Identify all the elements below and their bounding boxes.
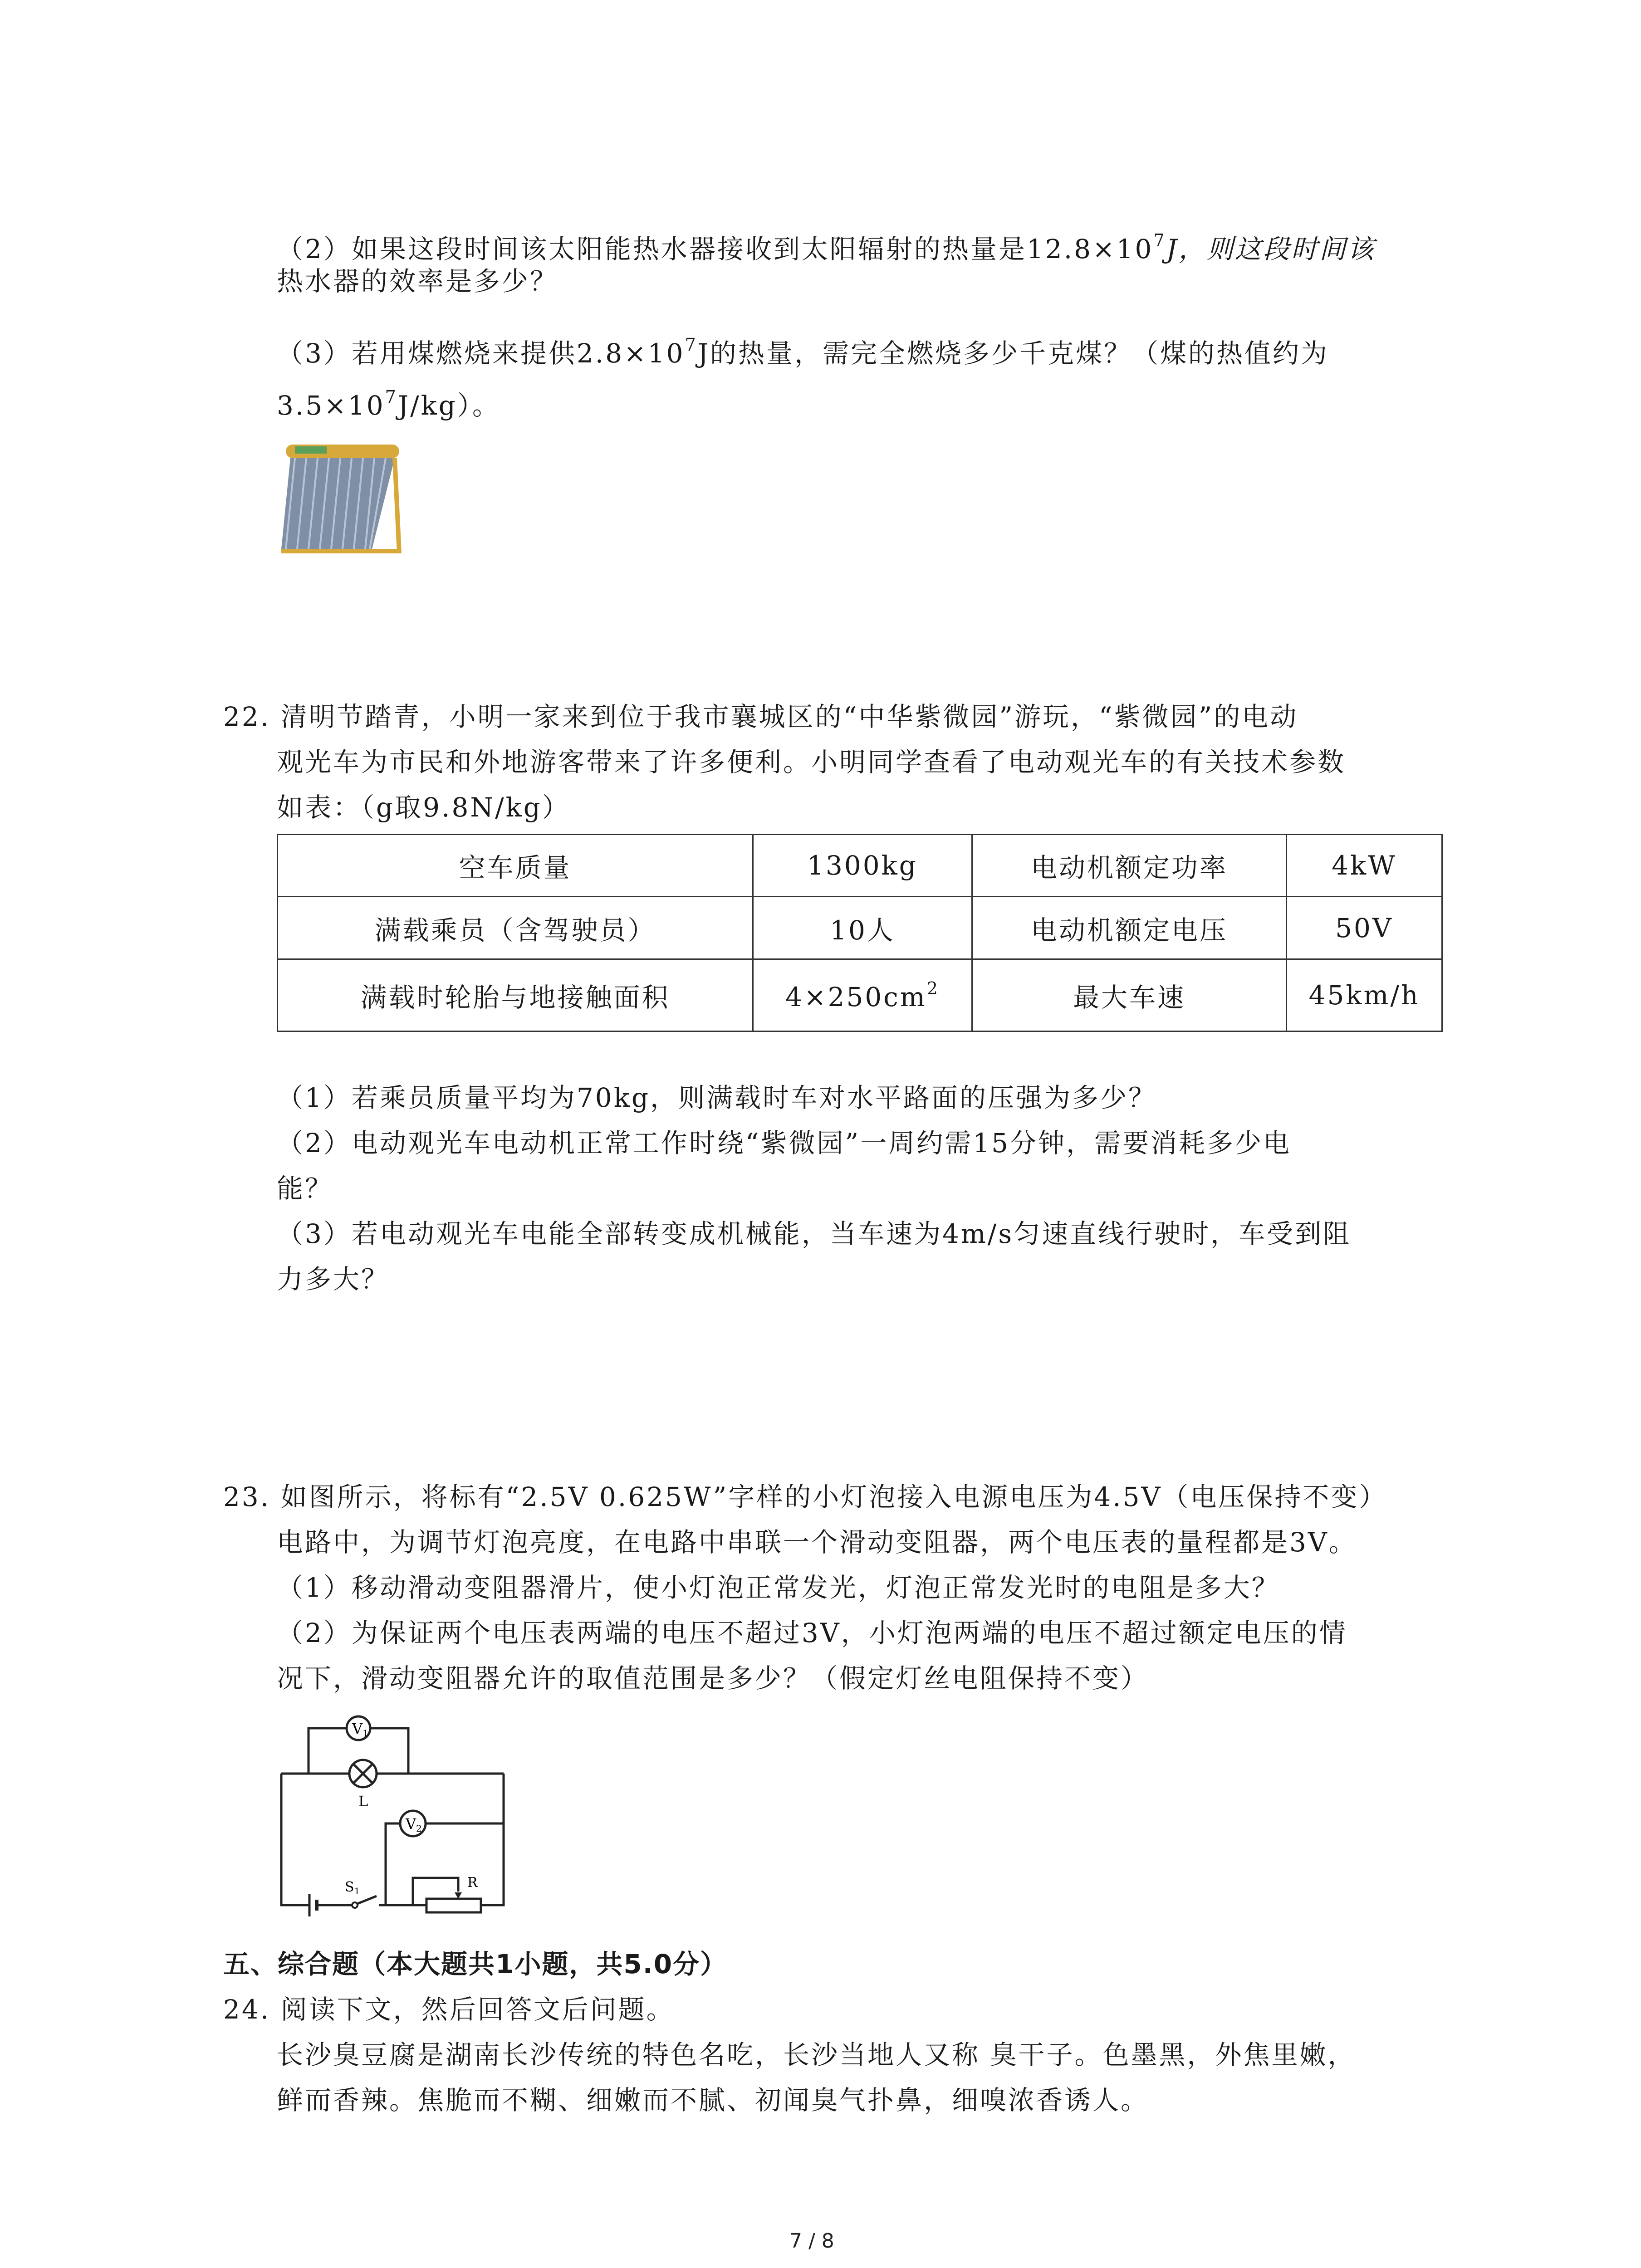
switch-pivot bbox=[352, 1902, 358, 1908]
table-cell: 电动机额定功率 bbox=[972, 835, 1287, 897]
switch-label: $S_1$ bbox=[345, 1879, 360, 1897]
table-cell: 最大车速 bbox=[972, 959, 1287, 1031]
q22-sub3-line1: （3）若电动观光车电能全部转变成机械能，当车速为4m/s匀速直线行驶时，车受到阻 bbox=[277, 1218, 1352, 1249]
circuit-diagram bbox=[277, 1706, 531, 1923]
q23-stem-line1: 23. 如图所示，将标有“2.5V 0.625W”字样的小灯泡接入电源电压为4.5V（电压保持不变） bbox=[223, 1481, 1387, 1512]
v1-label: V1 bbox=[352, 1720, 368, 1739]
table-cell: 空车质量 bbox=[278, 835, 753, 897]
q22-sub2-line2: 能？ bbox=[277, 1173, 333, 1204]
rheostat-label: R bbox=[467, 1875, 478, 1891]
table-cell: 10人 bbox=[753, 897, 972, 959]
q23-sub2-line1: （2）为保证两个电压表两端的电压不超过3V，小灯泡两端的电压不超过额定电压的情 bbox=[277, 1618, 1347, 1648]
v2-label: V2 bbox=[406, 1815, 422, 1834]
q22-stem-line1: 22. 清明节踏青，小明一家来到位于我市襄城区的“中华紫微园”游玩，“紫微园”的电动 bbox=[223, 701, 1298, 732]
wire bbox=[426, 1774, 504, 1905]
table-cell: 满载乘员（含驾驶员） bbox=[278, 897, 753, 959]
q21-part2-line2: 热水器的效率是多少？ bbox=[277, 266, 558, 297]
q24-line2: 长沙臭豆腐是湖南长沙传统的特色名吃，长沙当地人又称 臭干子。色墨黑，外焦里嫩， bbox=[277, 2039, 1356, 2070]
q22-parameter-table bbox=[277, 834, 1443, 1032]
q22-sub3-line2: 力多大？ bbox=[277, 1264, 390, 1295]
v2-wire bbox=[386, 1823, 399, 1905]
solar-water-heater-image bbox=[277, 426, 404, 558]
q22-sub2-line1: （2）电动观光车电动机正常工作时绕“紫微园”一周约需15分钟，需要消耗多少电 bbox=[277, 1128, 1292, 1158]
q22-stem-line3: 如表：（g取9.8N/kg） bbox=[277, 792, 570, 823]
q23-stem-line2: 电路中，为调节灯泡亮度，在电路中串联一个滑动变阻器，两个电压表的量程都是3V。 bbox=[277, 1527, 1357, 1558]
q22-stem-line2: 观光车为市民和外地游客带来了许多便利。小明同学查看了电动观光车的有关技术参数 bbox=[277, 747, 1346, 777]
table-cell: 4kW bbox=[1287, 835, 1442, 897]
table-cell: 1300kg bbox=[753, 835, 972, 897]
table-cell: 电动机额定电压 bbox=[972, 897, 1287, 959]
q21-part3-line1: （3）若用煤燃烧来提供$2.8\times 10^7J$的热量，需完全燃烧多少千克煤？（煤的热值约为 bbox=[277, 335, 1329, 369]
q23-sub2-line2: 况下，滑动变阻器允许的取值范围是多少？（假定灯丝电阻保持不变） bbox=[277, 1663, 1149, 1694]
q24-line3: 鲜而香辣。焦脆而不糊、细嫩而不腻、初闻臭气扑鼻，细嗅浓香诱人。 bbox=[277, 2085, 1149, 2116]
table-row bbox=[278, 835, 1442, 897]
q21-part3-line2: $3.5\times 10^7J/kg$）。 bbox=[277, 387, 500, 421]
page-number: 7 / 8 bbox=[789, 2229, 834, 2253]
heater-frame bbox=[395, 458, 399, 553]
section-heading: 五、综合题（本大题共1小题，共5.0分） bbox=[223, 1949, 728, 1980]
wire bbox=[281, 1774, 309, 1905]
q24-line1: 24. 阅读下文，然后回答文后问题。 bbox=[223, 1994, 675, 2025]
table-cell: $4\times 250cm^2$ bbox=[753, 959, 972, 1031]
q22-sub1: （1）若乘员质量平均为70kg，则满载时车对水平路面的压强为多少？ bbox=[277, 1082, 1156, 1113]
table-cell: 45km/h bbox=[1287, 959, 1442, 1031]
q21-part2-line1: （2）如果这段时间该太阳能热水器接收到太阳辐射的热量是$12.8\times 10^7J$，则这段时间该 bbox=[277, 230, 1376, 264]
lamp-label: L bbox=[358, 1793, 368, 1810]
heater-label bbox=[295, 446, 327, 454]
q23-sub1: （1）移动滑动变阻器滑片，使小灯泡正常发光，灯泡正常发光时的电阻是多大？ bbox=[277, 1572, 1280, 1603]
table-cell: 满载时轮胎与地接触面积 bbox=[278, 959, 753, 1031]
table-cell: 50V bbox=[1287, 897, 1442, 959]
rheostat bbox=[426, 1899, 481, 1912]
table-row bbox=[278, 897, 1442, 959]
table-row bbox=[278, 959, 1442, 1031]
